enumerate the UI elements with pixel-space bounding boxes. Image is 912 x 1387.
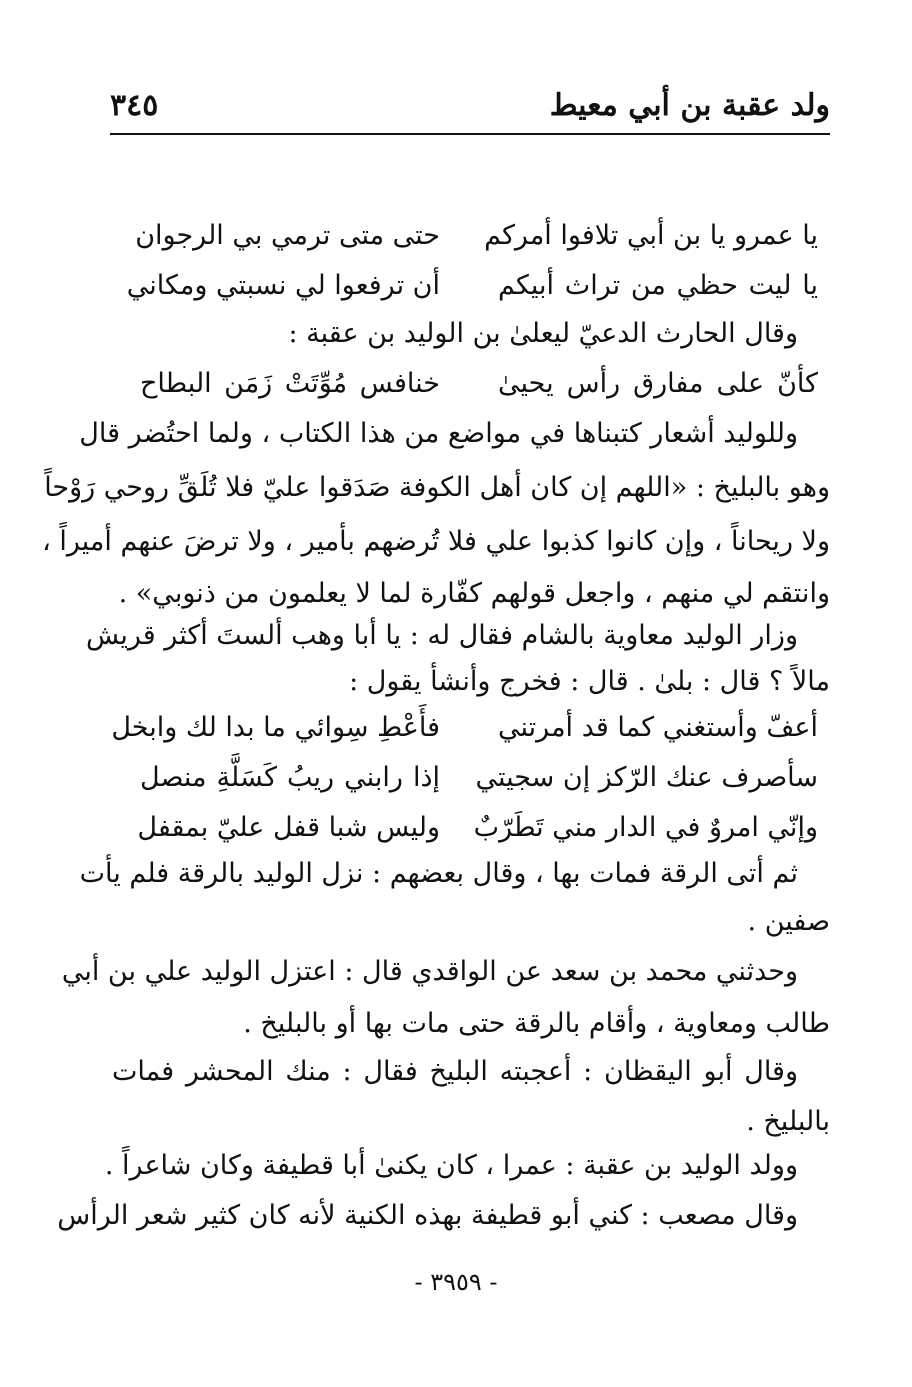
page-header <box>110 80 830 130</box>
text-line: وقال مصعب : كني أبو قطيفة بهذه الكنية لأنه كان كثير شعر الرأس <box>57 1200 798 1231</box>
page-number: ٣٤٥ <box>110 88 159 123</box>
verse-first-hemistich: وإنّي امروٌ في الدار مني تَطَرّبٌ <box>473 812 818 843</box>
verse-first-hemistich: يا ليت حظي من تراث أبيكم <box>498 270 818 301</box>
text-line: وهو بالبليخ : «اللهم إن كان أهل الكوفة صَدَقوا عليّ فلا تُلَقِّ روحي رَوْحاً <box>44 472 830 503</box>
text-line: وقال الحارث الدعيّ ليعلىٰ بن الوليد بن عقبة : <box>288 318 798 349</box>
verse-first-hemistich: أعفّ وأستغني كما قد أمرتني <box>498 712 818 743</box>
verse-line <box>112 356 830 412</box>
page-footer <box>0 1262 912 1302</box>
text-line: بالبليخ . <box>746 1106 830 1137</box>
text-line: وولد الوليد بن عقبة : عمرا ، كان يكنىٰ أبا قطيفة وكان شاعراً . <box>104 1150 798 1181</box>
footer-page-code: - ٣٩٥٩ - <box>414 1268 498 1296</box>
text-line: وحدثني محمد بن سعد عن الواقدي قال : اعتزل الوليد علي بن أبي <box>61 956 798 987</box>
verse-first-hemistich: يا عمرو يا بن أبي تلافوا أمركم <box>484 220 818 251</box>
text-line: طالب ومعاوية ، وأقام بالرقة حتى مات بها أو بالبليخ . <box>243 1008 830 1039</box>
verse-second-hemistich: أن ترفعوا لي نسبتي ومكاني <box>126 270 440 301</box>
text-line: وانتقم لي منهم ، واجعل قولهم كفّارة لما لا يعلمون من ذنوبي» . <box>118 578 830 609</box>
text-line: مالاً ؟ قال : بلىٰ . قال : فخرج وأنشأ يقول : <box>349 666 830 697</box>
verse-line <box>112 208 830 264</box>
verse-line <box>112 750 830 806</box>
text-line: وللوليد أشعار كتبناها في مواضع من هذا الكتاب ، ولما احتُضر قال <box>79 418 798 449</box>
running-title: ولد عقبة بن أبي معيط <box>549 88 830 123</box>
verse-first-hemistich: كأنّ على مفارق رأس يحيىٰ <box>498 368 818 399</box>
verse-second-hemistich: وليس شبا قفل عليّ بمقفل <box>137 812 440 843</box>
verse-second-hemistich: حتى متى ترمي بي الرجوان <box>135 220 440 251</box>
text-line: ولا ريحاناً ، وإن كانوا كذبوا علي فلا تُرضهم بأمير ، ولا ترضَ عنهم أميراً ، <box>42 526 830 557</box>
text-line: ثم أتى الرقة فمات بها ، وقال بعضهم : نزل الوليد بالرقة فلم يأت <box>79 858 798 889</box>
text-line: صفين . <box>747 906 830 937</box>
text-line: وقال أبو اليقظان : أعجبته البليخ فقال : منك المحشر فمات <box>112 1056 798 1087</box>
header-rule <box>110 133 830 135</box>
verse-second-hemistich: فأَعْطِ سِوائي ما بدا لك وابخل <box>111 712 440 743</box>
verse-second-hemistich: خنافس مُوِّتَتْ زَمَن البطاح <box>140 368 440 399</box>
verse-line <box>112 700 830 756</box>
verse-first-hemistich: سأصرف عنك الرّكز إن سجيتي <box>475 762 818 793</box>
text-line: وزار الوليد معاوية بالشام فقال له : يا أبا وهب ألستَ أكثر قريش <box>85 620 798 651</box>
verse-second-hemistich: إذا رابني ريبُ كَسَلَّةِ منصل <box>140 762 440 793</box>
